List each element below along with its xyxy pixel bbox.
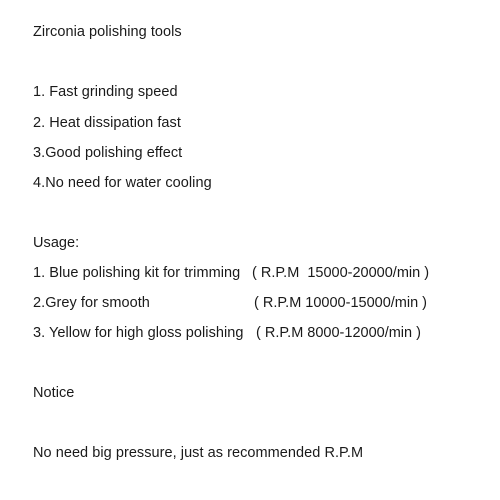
notice-heading: Notice: [33, 385, 75, 401]
feature-item-4: 4.No need for water cooling: [33, 175, 212, 191]
feature-item-2: 2. Heat dissipation fast: [33, 115, 181, 131]
feature-item-1: 1. Fast grinding speed: [33, 84, 178, 100]
usage-heading: Usage:: [33, 235, 80, 251]
document-title: Zirconia polishing tools: [33, 24, 182, 40]
usage-item-2-rpm: ( R.P.M 10000-15000/min ): [254, 295, 428, 311]
notice-text: No need big pressure, just as recommended R.P.M: [33, 445, 364, 461]
usage-item-3-rpm: ( R.P.M 8000-12000/min ): [256, 325, 421, 341]
feature-item-3: 3.Good polishing effect: [33, 145, 183, 161]
usage-item-1-label: 1. Blue polishing kit for trimming: [33, 265, 241, 281]
usage-item-3-label: 3. Yellow for high gloss polishing: [33, 325, 244, 341]
usage-item-1-rpm: ( R.P.M 15000-20000/min ): [252, 265, 430, 281]
usage-item-2-label: 2.Grey for smooth: [33, 295, 150, 311]
